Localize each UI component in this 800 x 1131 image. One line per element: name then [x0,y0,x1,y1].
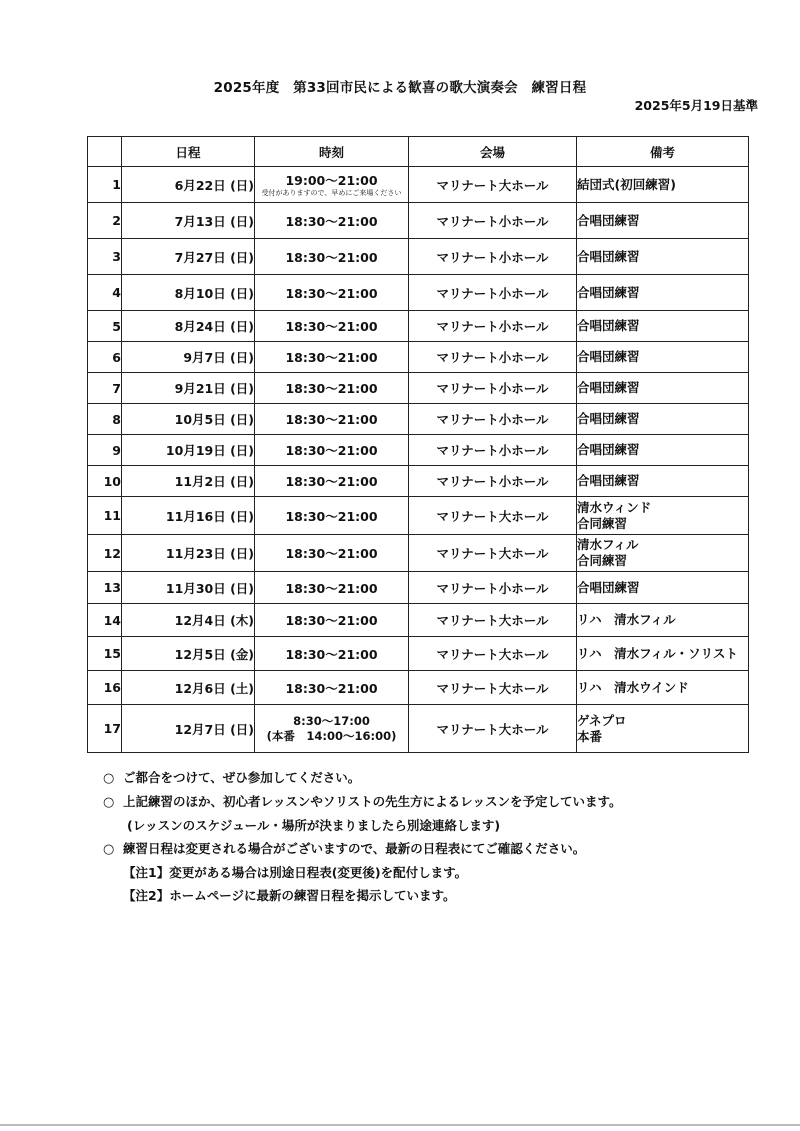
note-text: 合唱団練習 [577,248,640,264]
row-date: 10月5日 (日) [122,404,255,435]
row-note [577,167,749,203]
row-venue: マリナート小ホール [409,466,577,497]
row-number: 7 [88,373,122,404]
row-number: 5 [88,311,122,342]
footnote-1: 【注1】変更がある場合は別途日程表(変更後)を配付します。 [123,865,468,880]
row-venue: マリナート大ホール [409,637,577,671]
time-main: 19:00～21:00 [285,173,378,188]
row-time: 18:30～21:00 [255,311,409,342]
time-note: 受付がありますので、早めにご来場ください [261,189,402,197]
row-time: 18:30～21:00 [255,466,409,497]
row-number: 17 [88,705,122,753]
note-text: 清水ウィンド [577,499,652,515]
notes-section [103,766,622,907]
document-title: 2025年度 第33回市民による歓喜の歌大演奏会 練習日程 [213,80,587,96]
row-date: 12月5日 (金) [122,637,255,671]
note-text: リハ 清水ウインド [577,679,689,695]
row-venue: マリナート小ホール [409,342,577,373]
row-time: 18:30～21:00 [255,239,409,275]
row-number: 8 [88,404,122,435]
row-note [577,275,749,311]
header-no [88,137,122,167]
table-row [88,572,749,604]
row-time: 18:30～21:00 [255,572,409,604]
row-time: 18:30～21:00 [255,275,409,311]
table-header-row [88,137,749,167]
row-time [255,167,409,203]
row-number: 9 [88,435,122,466]
row-number: 10 [88,466,122,497]
table-row [88,497,749,535]
row-note [577,497,749,535]
row-date: 7月27日 (日) [122,239,255,275]
note-text: リハ 清水フィル・ソリスト [577,645,738,661]
row-number: 1 [88,167,122,203]
note-text: 合唱団練習 [577,411,640,426]
note-text: 合唱団練習 [577,284,640,300]
row-venue: マリナート大ホール [409,705,577,753]
note-text: 合唱団練習 [577,318,640,333]
note-line-2: ○ 上記練習のほか、初心者レッスンやソリストの先生方によるレッスンを予定しています。 [103,790,622,814]
table-row [88,311,749,342]
row-number: 16 [88,671,122,705]
row-number: 15 [88,637,122,671]
row-venue: マリナート大ホール [409,671,577,705]
note-line-1: ○ ご都合をつけて、ぜひ参加してください。 [103,766,622,790]
table-row [88,203,749,239]
header-time: 時刻 [255,137,409,167]
row-time: 18:30～21:00 [255,671,409,705]
row-date: 12月4日 (木) [122,604,255,637]
row-number: 13 [88,572,122,604]
row-note [577,404,749,435]
row-time: 18:30～21:00 [255,342,409,373]
row-date: 11月16日 (日) [122,497,255,535]
note-text: 合唱団練習 [577,380,640,395]
row-date: 12月6日 (土) [122,671,255,705]
table-row [88,404,749,435]
row-date: 11月23日 (日) [122,535,255,572]
row-venue: マリナート小ホール [409,203,577,239]
bullet-icon: ○ [103,842,115,857]
row-note [577,705,749,753]
row-note [577,671,749,705]
time-main: 8:30～17:00 [293,713,370,728]
row-number: 14 [88,604,122,637]
note-text-2: 合同練習 [577,515,628,531]
row-venue: マリナート小ホール [409,373,577,404]
note-text: 合唱団練習 [577,473,640,488]
note-text: ゲネプロ [577,712,627,728]
table-row [88,637,749,671]
row-venue: マリナート小ホール [409,404,577,435]
base-date: 2025年5月19日基準 [634,98,758,113]
row-note [577,342,749,373]
row-time: 18:30～21:00 [255,373,409,404]
row-number: 3 [88,239,122,275]
row-note [577,239,749,275]
header-note: 備考 [577,137,749,167]
row-time: 18:30～21:00 [255,535,409,572]
row-note [577,466,749,497]
row-venue: マリナート小ホール [409,275,577,311]
note-text: 結団式(初回練習) [577,176,676,192]
row-time: 18:30～21:00 [255,203,409,239]
table-row [88,239,749,275]
schedule-body [88,167,749,753]
row-note [577,604,749,637]
row-time: 18:30～21:00 [255,637,409,671]
table-row [88,705,749,753]
table-row [88,167,749,203]
row-venue: マリナート小ホール [409,572,577,604]
row-time: 18:30～21:00 [255,435,409,466]
row-note [577,637,749,671]
header-venue: 会場 [409,137,577,167]
row-time [255,705,409,753]
row-date: 11月30日 (日) [122,572,255,604]
note-text: リハ 清水フィル [577,612,676,627]
note-text-2: 合同練習 [577,553,628,568]
note-text: 合唱団練習 [577,212,640,228]
table-row [88,275,749,311]
row-venue: マリナート大ホール [409,604,577,637]
row-time: 18:30～21:00 [255,404,409,435]
row-number: 2 [88,203,122,239]
note-text-2: 本番 [577,728,603,744]
row-note [577,373,749,404]
row-date: 10月19日 (日) [122,435,255,466]
row-venue: マリナート小ホール [409,311,577,342]
row-number: 4 [88,275,122,311]
row-note [577,203,749,239]
row-date: 7月13日 (日) [122,203,255,239]
header-date: 日程 [122,137,255,167]
bullet-icon: ○ [103,795,115,810]
table-row [88,671,749,705]
row-venue: マリナート小ホール [409,435,577,466]
row-note [577,311,749,342]
row-date: 6月22日 (日) [122,167,255,203]
schedule-table [87,136,749,753]
row-time: 18:30～21:00 [255,497,409,535]
row-note [577,535,749,572]
row-venue: マリナート大ホール [409,535,577,572]
row-number: 11 [88,497,122,535]
row-date: 8月24日 (日) [122,311,255,342]
row-note [577,435,749,466]
row-time: 18:30～21:00 [255,604,409,637]
row-date: 8月10日 (日) [122,275,255,311]
note-text: 合唱団練習 [577,579,640,595]
note-text: 合唱団練習 [577,349,640,364]
row-venue: マリナート小ホール [409,239,577,275]
row-venue: マリナート大ホール [409,497,577,535]
time-performance: (本番 14:00～16:00) [266,728,397,743]
table-row [88,342,749,373]
note-line-2-sub: (レッスンのスケジュール・場所が決まりましたら別途連絡します) [127,818,501,833]
footnote-2: 【注2】ホームページに最新の練習日程を掲示しています。 [123,888,456,903]
row-note [577,572,749,604]
bullet-icon: ○ [103,771,115,786]
table-row [88,466,749,497]
scan-edge-line [0,1124,800,1126]
table-row [88,535,749,572]
row-date: 12月7日 (日) [122,705,255,753]
table-row [88,435,749,466]
note-line-3: ○ 練習日程は変更される場合がございますので、最新の日程表にてご確認ください。 [103,837,622,861]
row-number: 12 [88,535,122,572]
row-date: 9月21日 (日) [122,373,255,404]
table-row [88,604,749,637]
row-venue: マリナート大ホール [409,167,577,203]
table-row [88,373,749,404]
row-date: 11月2日 (日) [122,466,255,497]
note-text: 清水フィル [577,537,639,552]
note-text: 合唱団練習 [577,442,640,457]
row-number: 6 [88,342,122,373]
row-date: 9月7日 (日) [122,342,255,373]
